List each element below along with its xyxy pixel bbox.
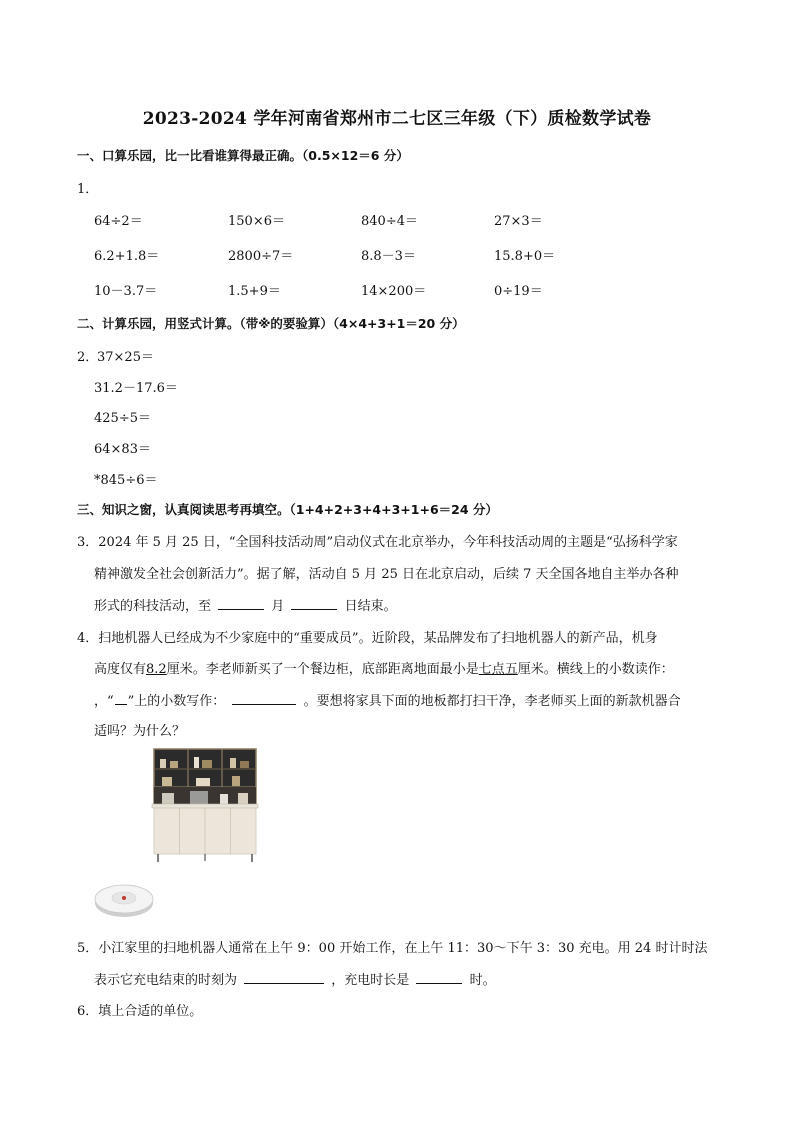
calc-item: 14×200＝ xyxy=(361,284,427,299)
q4-text: 厘米。李老师新买了一个餐边柜，底部距离地面最小是 xyxy=(166,662,479,677)
calc-item: 150×6＝ xyxy=(228,214,285,229)
calc-item: 10－3.7＝ xyxy=(94,284,158,299)
q4-text: ”上的小数写作： xyxy=(127,694,226,709)
q5-end-time-blank[interactable] xyxy=(244,971,324,984)
q4-text: 厘米。横线上的小数读作： xyxy=(517,662,674,677)
q5-text: 时。 xyxy=(469,973,496,988)
q4-text: 。要想将家具下面的地板都打扫干净，李老师买上面的新款机器合 xyxy=(303,694,681,709)
q3-line-1: 3．2024 年 5 月 25 日，“全国科技活动周”启动仪式在北京举办，今年科技活动周的主题是“弘扬科学家 xyxy=(77,535,678,550)
vertical-calc-item: 31.2－17.6＝ xyxy=(94,381,178,396)
calc-item: 27×3＝ xyxy=(494,214,543,229)
q3-line-3 xyxy=(94,595,397,614)
q4-line-4: 适吗？为什么？ xyxy=(94,724,186,739)
calc-item: 6.2+1.8＝ xyxy=(94,249,160,264)
q5-duration-blank[interactable] xyxy=(416,971,462,984)
robot-vacuum-image xyxy=(93,878,155,920)
vertical-calc-item: 37×25＝ xyxy=(97,350,154,365)
section-2-heading: 二、计算乐园，用竖式计算。（带※的要验算）（4×4+3+1＝20 分） xyxy=(77,316,465,331)
q3-line-2: 精神激发全社会创新活力”。据了解，活动自 5 月 25 日在北京启动，后续 7 天全国各地自主举办各种 xyxy=(94,567,679,582)
q4-underlined-words: 七点五 xyxy=(478,662,518,677)
q3-text: 月 xyxy=(271,599,285,614)
q5-text: 表示它充电结束的时刻为 xyxy=(94,973,238,988)
vertical-calc-item: *845÷6＝ xyxy=(94,473,158,488)
q5-line-1: 5．小江家里的扫地机器人通常在上午 9：00 开始工作，在上午 11：30～下午 3：30 充电。用 24 时计时法 xyxy=(77,941,708,956)
q3-month-blank[interactable] xyxy=(218,597,264,610)
q4-text: ，“ xyxy=(94,694,114,709)
calc-item: 0÷19＝ xyxy=(494,284,543,299)
section-3-heading: 三、知识之窗，认真阅读思考再填空。（1+4+2+3+4+3+1+6＝24 分） xyxy=(77,502,498,517)
calc-item: 1.5+9＝ xyxy=(228,284,281,299)
q3-day-blank[interactable] xyxy=(291,597,337,610)
calc-item: 8.8－3＝ xyxy=(361,249,416,264)
q3-text: 形式的科技活动，至 xyxy=(94,599,212,614)
q4-line-3 xyxy=(94,690,681,709)
q3-text: 日结束。 xyxy=(344,599,397,614)
vertical-calc-item: 425÷5＝ xyxy=(94,411,151,426)
calc-item: 2800÷7＝ xyxy=(228,249,294,264)
q4-quote-blank xyxy=(115,692,127,705)
q4-line-2 xyxy=(94,658,674,677)
q4-text: 高度仅有 xyxy=(94,662,147,677)
exam-title: 2023-2024 学年河南省郑州市二七区三年级（下）质检数学试卷 xyxy=(142,109,652,129)
section-1-heading: 一、口算乐园，比一比看谁算得最正确。（0.5×12＝6 分） xyxy=(77,148,409,163)
calc-item: 64÷2＝ xyxy=(94,214,143,229)
sideboard-cabinet-image xyxy=(150,747,260,863)
question-1-number: 1． xyxy=(77,182,99,197)
q6-line-1: 6．填上合适的单位。 xyxy=(77,1004,203,1019)
calc-item: 15.8+0＝ xyxy=(494,249,556,264)
q4-answer-blank[interactable] xyxy=(232,692,296,705)
q5-text: ，充电时长是 xyxy=(331,973,410,988)
vertical-calc-item: 64×83＝ xyxy=(94,442,151,457)
q5-line-2 xyxy=(94,969,496,988)
calc-item: 840÷4＝ xyxy=(361,214,418,229)
q4-line-1: 4．扫地机器人已经成为不少家庭中的“重要成员”。近阶段，某品牌发布了扫地机器人的新产品，机身 xyxy=(77,631,658,646)
q4-underlined-decimal: 8.2 xyxy=(146,662,167,677)
question-2-number: 2． xyxy=(77,350,99,365)
